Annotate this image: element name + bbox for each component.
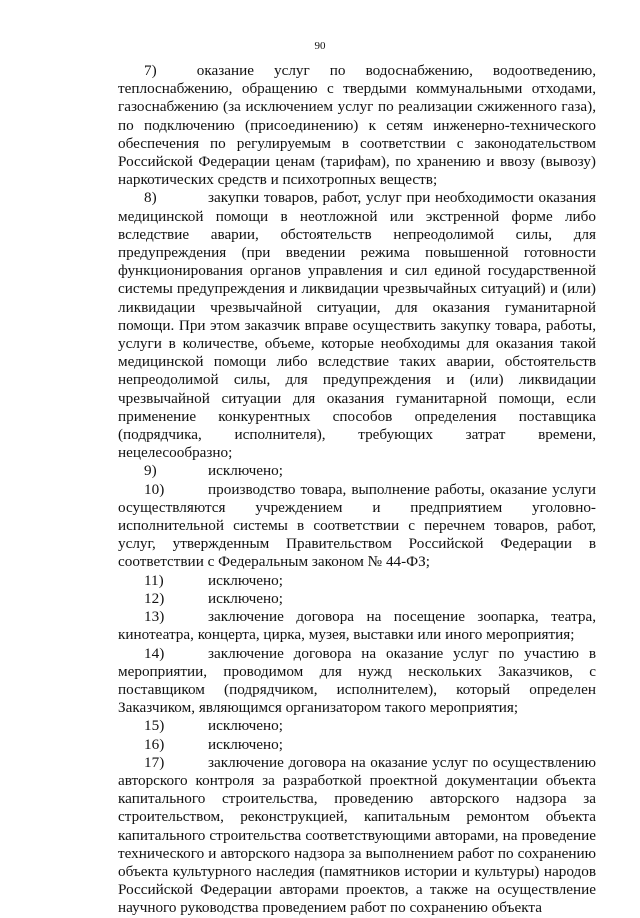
paragraph-item-11	[118, 572, 596, 590]
item-number: 8)	[144, 189, 157, 207]
item-text: оказание услуг по водоснабжению, водоотведению, теплоснабжению, обращению с твердыми коммунальными отходами, газоснабжению (за исключением услуг по реализации сжиженного газа), по подключению (присоединению) к сетям инженерно-технического обеспечения по регулируемым в соответствии с законодательством Российской Федерации ценам (тарифам), по хранению и ввозу (вывозу) наркотических средств и психотропных веществ;	[118, 62, 596, 189]
item-number: 15)	[144, 717, 165, 735]
paragraph-item-12	[118, 590, 596, 608]
item-text: исключено;	[208, 735, 283, 753]
item-text: исключено;	[208, 462, 283, 480]
paragraph-item-7	[118, 62, 596, 189]
item-number: 17)	[144, 753, 165, 771]
item-number: 11)	[144, 571, 164, 589]
page-number: 90	[314, 40, 326, 52]
item-text: закупки товаров, работ, услуг при необходимости оказания медицинской помощи в неотложной или экстренной форме либо вследствие аварии, обстоятельств непреодолимой силы, для предупреждения (при введении режима повышенной готовности функционирования органов управления и сил единой государственной системы предупреждения и ликвидации чрезвычайных ситуаций) и (или) ликвидации чрезвычайной ситуации, для оказания гуманитарной помощи. При этом заказчик вправе осуществить закупку товара, работы, услуги в количестве, объеме, которые необходимы для оказания такой медицинской помощи либо вследствие таких аварии, обстоятельств непреодолимой силы, для предупреждения и (или) ликвидации чрезвычайной ситуации для оказания гуманитарной помощи, если применение конкурентных способов определения поставщика (подрядчика, исполнителя), требующих затрат времени, нецелесообразно;	[118, 189, 596, 462]
item-text: исключено;	[208, 717, 283, 735]
item-number: 16)	[144, 735, 165, 753]
item-number: 14)	[144, 644, 165, 662]
item-text: исключено;	[208, 571, 283, 589]
item-number: 10)	[144, 480, 165, 498]
paragraph-item-14	[118, 645, 596, 718]
paragraph-item-9	[118, 462, 596, 480]
item-number: 12)	[144, 589, 165, 607]
document-body	[118, 62, 596, 918]
item-text: заключение договора на посещение зоопарка, театра, кинотеатра, концерта, цирка, музея, выставки или иного мероприятия;	[118, 608, 596, 644]
paragraph-item-17	[118, 754, 596, 918]
item-number: 9)	[144, 462, 157, 480]
paragraph-item-10	[118, 481, 596, 572]
paragraph-item-16	[118, 736, 596, 754]
paragraph-item-15	[118, 717, 596, 735]
item-text: заключение договора на оказание услуг по участию в мероприятии, проводимом для нужд нескольких Заказчиков, с поставщиком (подрядчиком, исполнителем), который определен Заказчиком, являющимся организатором такого мероприятия;	[118, 644, 596, 717]
item-text: заключение договора на оказание услуг по осуществлению авторского контроля за разработкой проектной документации объекта капитального строительства, проведению авторского надзора за строительством, реконструкцией, капитальным ремонтом объекта капитального строительства соответствующими авторами, на проведение технического и авторского надзора за выполнением работ по сохранению объекта культурного наследия (памятников истории и культуры) народов Российской Федерации авторами проектов, а также на осуществление научного руководства проведением работ по сохранению объекта	[118, 753, 596, 917]
item-number: 7)	[144, 62, 157, 79]
item-number: 13)	[144, 608, 165, 626]
paragraph-item-8	[118, 189, 596, 462]
item-text: исключено;	[208, 589, 283, 607]
item-text: производство товара, выполнение работы, оказание услуги осуществляются учреждением и предприятием уголовно-исполнительной системы в соответствии с перечнем товаров, работ, услуг, утвержденным Правительством Российской Федерации в соответствии с Федеральным законом № 44-ФЗ;	[118, 480, 596, 571]
paragraph-item-13	[118, 608, 596, 644]
